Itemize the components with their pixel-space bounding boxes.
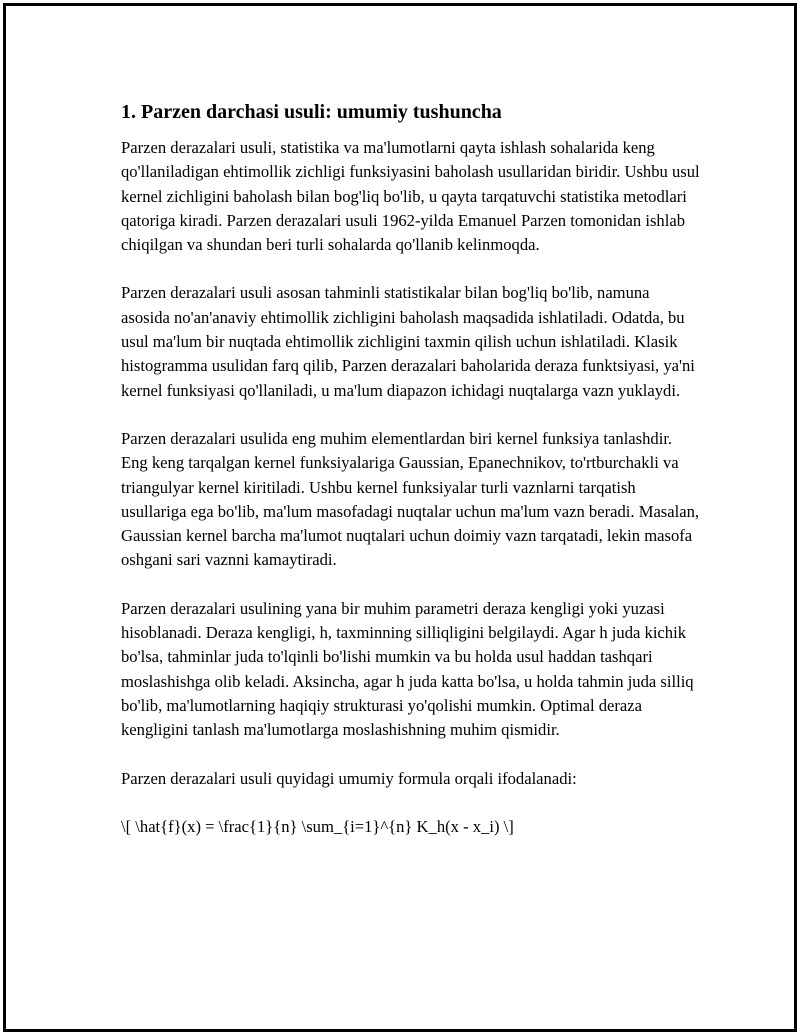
paragraph-estimation: Parzen derazalari usuli asosan tahminli statistikalar bilan bog'liq bo'lib, namuna asosida no'an'anaviy ehtimollik zichligini baholash maqsadida ishlatiladi. Odatda, bu usul ma'lum bir nuqtada ehtimollik zichligini taxmin qilish uchun ishlatiladi. Klasik histogramma usulidan farq qilib, Parzen derazalari baholarida deraza funktsiyasi, ya'ni kernel funksiyasi qo'llaniladi, u ma'lum diapazon ichidagi nuqtalarga vazn yuklaydi.: [121, 283, 695, 400]
document-body: [121, 98, 701, 839]
section-heading: 1. Parzen darchasi usuli: umumiy tushuncha: [121, 101, 502, 123]
paragraph-bandwidth: Parzen derazalari usulining yana bir muhim parametri deraza kengligi yoki yuzasi hisoblanadi. Deraza kengligi, h, taxminning silliqligini belgilaydi. Agar h juda kichik bo'lsa, tahminlar juda to'lqinli bo'lishi mumkin va bu holda usul haddan tashqari moslashishga olib keladi. Aksincha, agar h juda katta bo'lsa, u holda tahmin juda silliq bo'lib, ma'lumotlarning haqiqiy strukturasi yo'qolishi mumkin. Optimal deraza kengligini tanlash ma'lumotlarga moslashishning muhim qismidir.: [121, 598, 694, 740]
paragraph-formula-intro: Parzen derazalari usuli quyidagi umumiy formula orqali ifodalanadi:: [121, 768, 577, 788]
formula: \[ \hat{f}(x) = \frac{1}{n} \sum_{i=1}^{n} K_h(x - x_i) \]: [121, 816, 514, 836]
page-frame: [3, 3, 797, 1032]
paragraph-kernel: Parzen derazalari usulida eng muhim elementlardan biri kernel funksiya tanlashdir. Eng keng tarqalgan kernel funksiyalariga Gaussian, Epanechnikov, to'rtburchakli va triangulyar kernel kiritiladi. Ushbu kernel funksiyalar turli vaznlarni tarqatish usullariga ega bo'lib, ma'lum masofadagi nuqtalar uchun ma'lum vazn beradi. Masalan, Gaussian kernel barcha ma'lumot nuqtalari uchun doimiy vazn tarqatadi, lekin masofa oshgani sari vaznni kamaytiradi.: [121, 428, 700, 570]
paragraph-intro: Parzen derazalari usuli, statistika va ma'lumotlarni qayta ishlash sohalarida keng qo'llaniladigan ehtimollik zichligi funksiyasini baholash usullaridan biridir. Ushbu usul kernel zichligini baholash bilan bog'liq bo'lib, u qayta tarqatuvchi statistika metodlari qatoriga kiradi. Parzen derazalari usuli 1962-yilda Emanuel Parzen tomonidan ishlab chiqilgan va shundan beri turli sohalarda qo'llanib kelinmoqda.: [121, 138, 700, 255]
